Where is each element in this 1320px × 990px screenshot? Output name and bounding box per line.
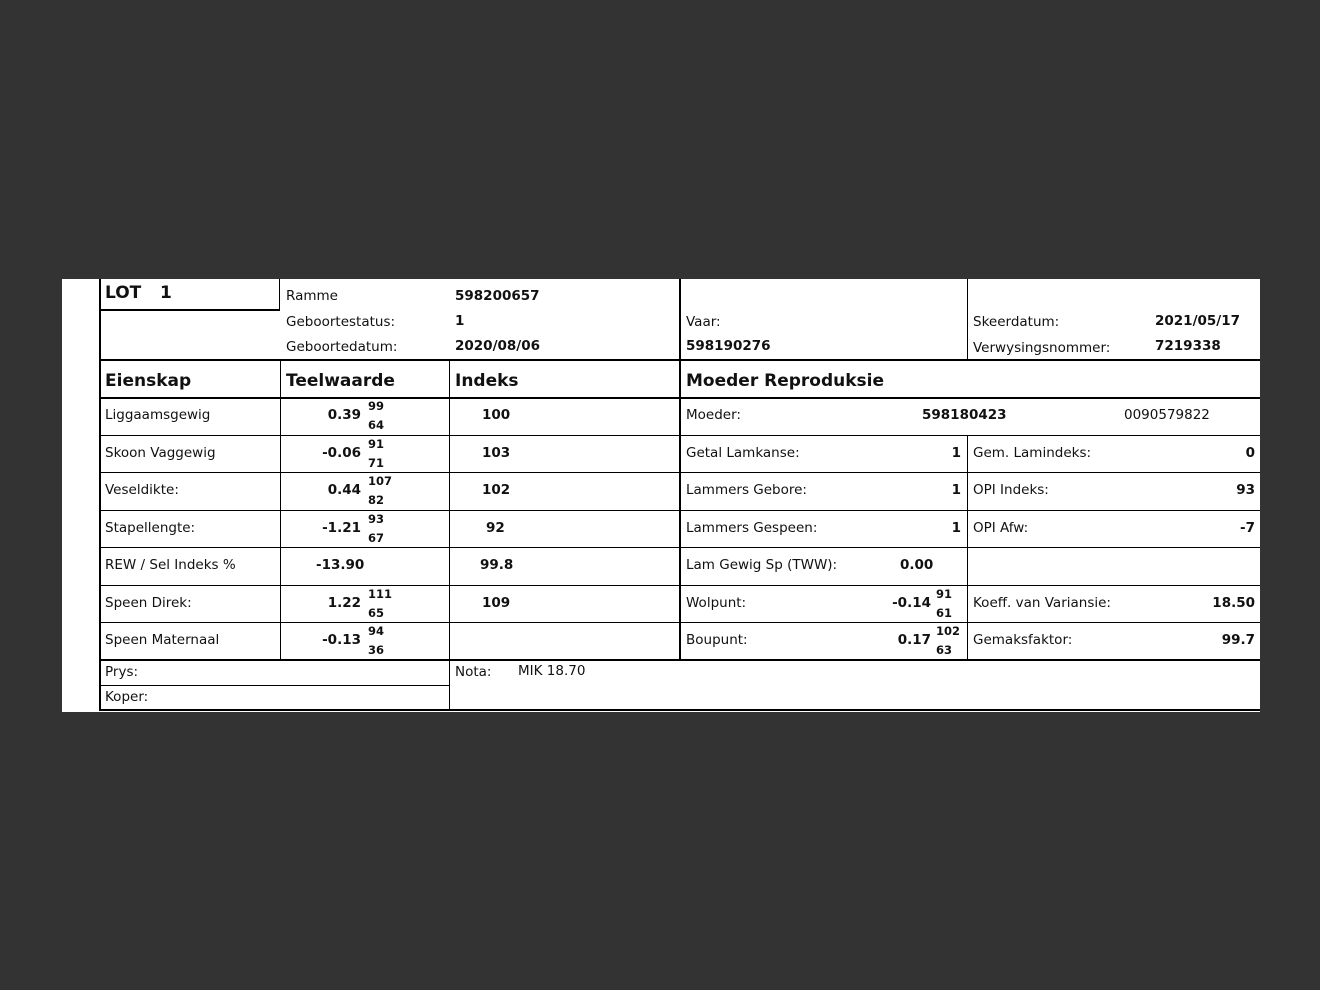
lammers-gespeen-value: 1 — [951, 520, 961, 536]
lammers-gebore-label: Lammers Gebore: — [686, 482, 807, 498]
trait-sup: 93 — [368, 512, 385, 526]
trait-sup: 111 — [368, 587, 393, 601]
col-divider — [679, 279, 681, 659]
wolpunt-label: Wolpunt: — [686, 595, 747, 611]
col-divider — [967, 279, 968, 359]
trait-sub: 36 — [368, 643, 385, 657]
col-divider — [280, 359, 281, 659]
trait-sup: 107 — [368, 474, 393, 488]
geboortedatum-label: Geboortedatum: — [286, 339, 398, 355]
prys-label: Prys: — [105, 664, 139, 680]
nota-value: MIK 18.70 — [518, 663, 586, 679]
trait-sub: 64 — [368, 418, 385, 432]
skeerdatum-value: 2021/05/17 — [1155, 313, 1241, 329]
verwysingsnommer-value: 7219338 — [1155, 338, 1221, 354]
moeder-label: Moeder: — [686, 407, 741, 423]
trait-name: Veseldikte: — [105, 482, 179, 498]
footer-divider — [100, 659, 1260, 661]
lot-sheet — [62, 279, 1260, 712]
prys-koper-divider — [100, 685, 450, 686]
moeder-id: 598180423 — [922, 407, 1007, 423]
trait-name: Stapellengte: — [105, 520, 196, 536]
wolpunt-sub: 61 — [936, 606, 953, 620]
boupunt-sup: 102 — [936, 624, 961, 638]
lot-label: LOT — [105, 283, 142, 303]
skeerdatum-label: Skeerdatum: — [973, 314, 1060, 330]
boupunt-label: Boupunt: — [686, 632, 748, 648]
opi-indeks-label: OPI Indeks: — [973, 482, 1049, 498]
trait-value: -13.90 — [316, 557, 365, 573]
gem-lamindeks-value: 0 — [1245, 445, 1255, 461]
col-heading-teelwaarde: Teelwaarde — [286, 371, 395, 391]
trait-value: -0.06 — [322, 445, 361, 461]
left-border — [99, 279, 101, 711]
trait-name: Speen Maternaal — [105, 632, 220, 648]
verwysingsnommer-label: Verwysingsnommer: — [973, 340, 1111, 356]
trait-value: 0.39 — [327, 407, 361, 423]
trait-sub: 67 — [368, 531, 385, 545]
gemaksfaktor-value: 99.7 — [1221, 632, 1255, 648]
col-heading-indeks: Indeks — [455, 371, 519, 391]
trait-index: 92 — [486, 520, 505, 536]
boupunt-value: 0.17 — [897, 632, 931, 648]
gemaksfaktor-label: Gemaksfaktor: — [973, 632, 1073, 648]
trait-sup: 91 — [368, 437, 385, 451]
trait-index: 103 — [482, 445, 511, 461]
koper-label: Koper: — [105, 689, 149, 705]
lam-gewig-label: Lam Gewig Sp (TWW): — [686, 557, 838, 573]
col-divider — [967, 435, 968, 660]
lot-box-right — [279, 279, 280, 311]
geboortestatus-value: 1 — [455, 313, 465, 329]
opi-indeks-value: 93 — [1236, 482, 1255, 498]
trait-value: -0.13 — [322, 632, 361, 648]
gem-lamindeks-label: Gem. Lamindeks: — [973, 445, 1092, 461]
trait-name: REW / Sel Indeks % — [105, 557, 236, 573]
lam-gewig-value: 0.00 — [900, 557, 934, 573]
lot-box-bottom — [100, 309, 280, 311]
trait-value: 1.22 — [327, 595, 361, 611]
trait-name: Speen Direk: — [105, 595, 192, 611]
trait-sub: 82 — [368, 493, 385, 507]
ramme-label: Ramme — [286, 288, 338, 304]
trait-sup: 99 — [368, 399, 385, 413]
trait-name: Skoon Vaggewig — [105, 445, 216, 461]
geboortestatus-label: Geboortestatus: — [286, 314, 396, 330]
trait-sub: 65 — [368, 606, 385, 620]
getal-lamkanse-label: Getal Lamkanse: — [686, 445, 800, 461]
trait-index: 102 — [482, 482, 511, 498]
lot-number: 1 — [160, 283, 172, 303]
vaar-label: Vaar: — [686, 314, 721, 330]
wolpunt-value: -0.14 — [892, 595, 931, 611]
trait-name: Liggaamsgewig — [105, 407, 211, 423]
trait-sub: 71 — [368, 456, 385, 470]
koeff-variansie-value: 18.50 — [1212, 595, 1255, 611]
lammers-gebore-value: 1 — [951, 482, 961, 498]
getal-lamkanse-value: 1 — [951, 445, 961, 461]
opi-afw-label: OPI Afw: — [973, 520, 1029, 536]
vaar-value: 598190276 — [686, 338, 771, 354]
trait-value: -1.21 — [322, 520, 361, 536]
trait-index: 100 — [482, 407, 511, 423]
ramme-value: 598200657 — [455, 288, 540, 304]
trait-index: 109 — [482, 595, 511, 611]
col-heading-moeder-reproduksie: Moeder Reproduksie — [686, 371, 885, 391]
trait-sup: 94 — [368, 624, 385, 638]
moeder-ref: 0090579822 — [1124, 407, 1210, 423]
nota-label: Nota: — [455, 664, 492, 680]
trait-value: 0.44 — [327, 482, 361, 498]
col-divider — [449, 359, 450, 711]
geboortedatum-value: 2020/08/06 — [455, 338, 541, 354]
trait-index: 99.8 — [480, 557, 514, 573]
opi-afw-value: -7 — [1240, 520, 1255, 536]
col-heading-eienskap: Eienskap — [105, 371, 192, 391]
lammers-gespeen-label: Lammers Gespeen: — [686, 520, 818, 536]
sheet-bottom-line — [100, 709, 1260, 711]
wolpunt-sup: 91 — [936, 587, 953, 601]
boupunt-sub: 63 — [936, 643, 953, 657]
koeff-variansie-label: Koeff. van Variansie: — [973, 595, 1111, 611]
